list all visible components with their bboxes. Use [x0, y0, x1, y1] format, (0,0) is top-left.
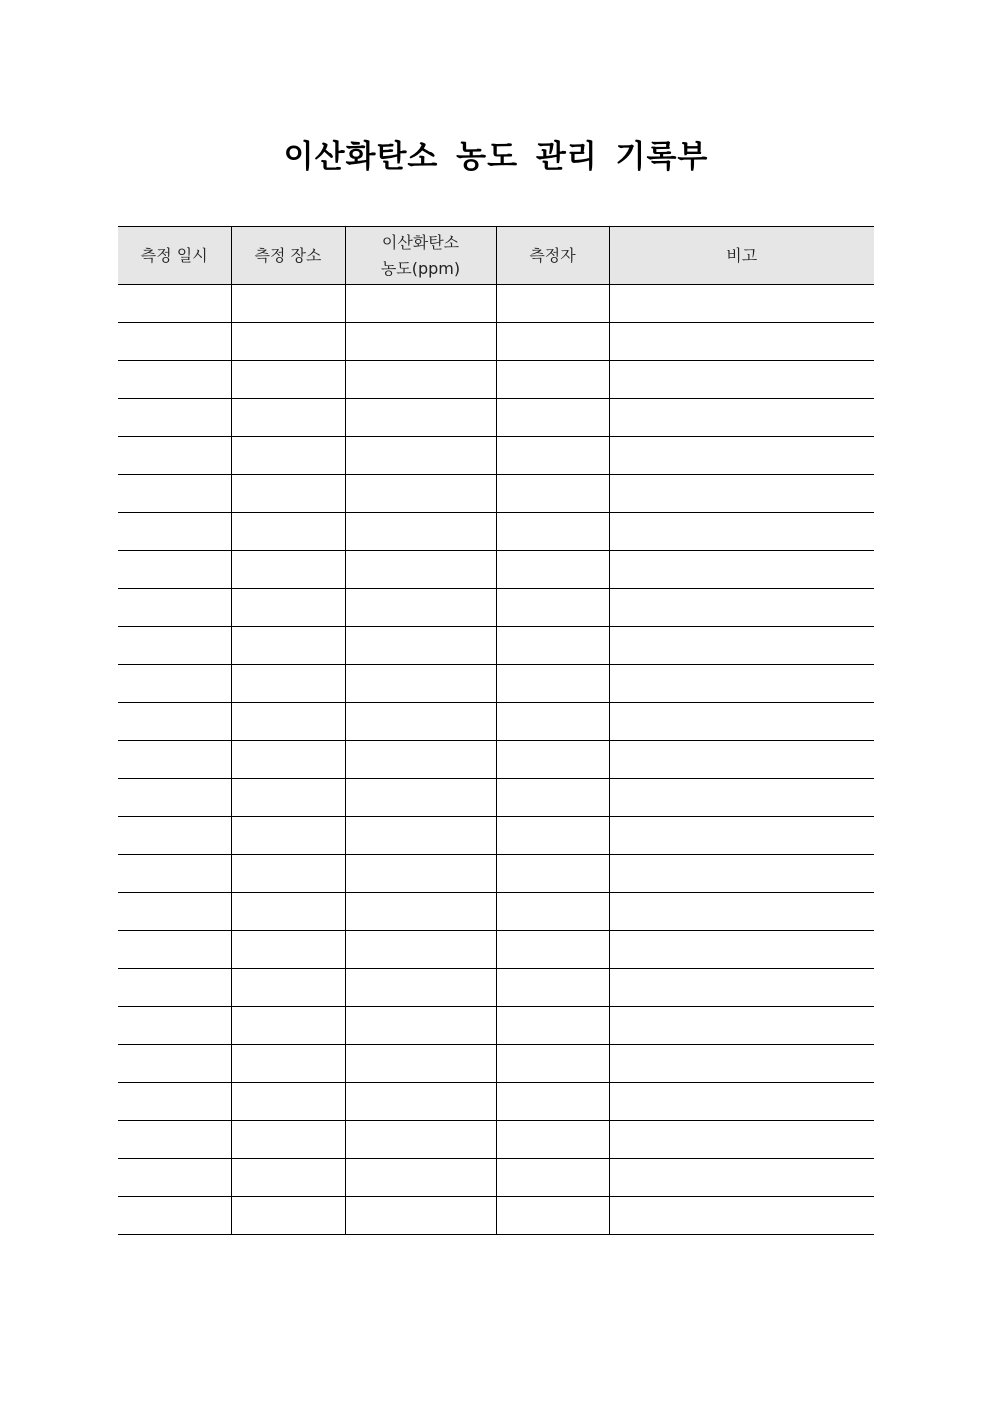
cell-datetime[interactable]	[118, 437, 231, 475]
cell-measurer[interactable]	[496, 855, 609, 893]
cell-location[interactable]	[231, 1121, 345, 1159]
cell-location[interactable]	[231, 589, 345, 627]
cell-remarks[interactable]	[609, 399, 874, 437]
cell-datetime[interactable]	[118, 817, 231, 855]
cell-location[interactable]	[231, 551, 345, 589]
table-row	[118, 665, 874, 703]
cell-remarks[interactable]	[609, 285, 874, 323]
cell-measurer[interactable]	[496, 1121, 609, 1159]
cell-location[interactable]	[231, 817, 345, 855]
cell-remarks[interactable]	[609, 627, 874, 665]
cell-datetime[interactable]	[118, 513, 231, 551]
cell-datetime[interactable]	[118, 893, 231, 931]
cell-datetime[interactable]	[118, 1083, 231, 1121]
cell-remarks[interactable]	[609, 1121, 874, 1159]
table-row	[118, 931, 874, 969]
table-row	[118, 1045, 874, 1083]
cell-remarks[interactable]	[609, 551, 874, 589]
cell-location[interactable]	[231, 931, 345, 969]
header-remarks: 비고	[609, 227, 874, 285]
cell-co2[interactable]	[345, 893, 496, 931]
table-row	[118, 969, 874, 1007]
table-row	[118, 475, 874, 513]
table-row	[118, 855, 874, 893]
cell-location[interactable]	[231, 779, 345, 817]
cell-co2[interactable]	[345, 855, 496, 893]
cell-remarks[interactable]	[609, 437, 874, 475]
cell-datetime[interactable]	[118, 1007, 231, 1045]
cell-datetime[interactable]	[118, 589, 231, 627]
cell-co2[interactable]	[345, 361, 496, 399]
cell-measurer[interactable]	[496, 1083, 609, 1121]
table-body	[118, 285, 874, 1235]
cell-location[interactable]	[231, 627, 345, 665]
cell-location[interactable]	[231, 1045, 345, 1083]
cell-co2[interactable]	[345, 1159, 496, 1197]
cell-measurer[interactable]	[496, 665, 609, 703]
cell-co2[interactable]	[345, 703, 496, 741]
cell-co2[interactable]	[345, 1007, 496, 1045]
cell-datetime[interactable]	[118, 1159, 231, 1197]
header-measure-location: 측정 장소	[231, 227, 345, 285]
table-row	[118, 589, 874, 627]
cell-co2[interactable]	[345, 285, 496, 323]
cell-location[interactable]	[231, 437, 345, 475]
cell-co2[interactable]	[345, 323, 496, 361]
cell-measurer[interactable]	[496, 1159, 609, 1197]
cell-location[interactable]	[231, 969, 345, 1007]
cell-location[interactable]	[231, 361, 345, 399]
cell-datetime[interactable]	[118, 665, 231, 703]
cell-remarks[interactable]	[609, 1045, 874, 1083]
cell-location[interactable]	[231, 1083, 345, 1121]
table-row	[118, 817, 874, 855]
cell-measurer[interactable]	[496, 589, 609, 627]
header-row	[118, 227, 874, 285]
cell-location[interactable]	[231, 285, 345, 323]
cell-measurer[interactable]	[496, 1007, 609, 1045]
table-row	[118, 361, 874, 399]
cell-datetime[interactable]	[118, 779, 231, 817]
cell-datetime[interactable]	[118, 361, 231, 399]
cell-datetime[interactable]	[118, 627, 231, 665]
cell-remarks[interactable]	[609, 1083, 874, 1121]
cell-remarks[interactable]	[609, 969, 874, 1007]
header-measurer: 측정자	[496, 227, 609, 285]
cell-location[interactable]	[231, 703, 345, 741]
cell-datetime[interactable]	[118, 741, 231, 779]
cell-remarks[interactable]	[609, 703, 874, 741]
cell-co2[interactable]	[345, 665, 496, 703]
cell-co2[interactable]	[345, 1083, 496, 1121]
cell-datetime[interactable]	[118, 551, 231, 589]
cell-datetime[interactable]	[118, 323, 231, 361]
cell-remarks[interactable]	[609, 855, 874, 893]
page-title: 이산화탄소 농도 관리 기록부	[283, 139, 709, 175]
cell-datetime[interactable]	[118, 1197, 231, 1235]
cell-measurer[interactable]	[496, 817, 609, 855]
cell-measurer[interactable]	[496, 437, 609, 475]
cell-datetime[interactable]	[118, 1121, 231, 1159]
table-row	[118, 703, 874, 741]
cell-co2[interactable]	[345, 741, 496, 779]
cell-measurer[interactable]	[496, 551, 609, 589]
cell-datetime[interactable]	[118, 285, 231, 323]
cell-co2[interactable]	[345, 399, 496, 437]
cell-remarks[interactable]	[609, 817, 874, 855]
cell-remarks[interactable]	[609, 589, 874, 627]
cell-location[interactable]	[231, 1197, 345, 1235]
cell-location[interactable]	[231, 893, 345, 931]
cell-measurer[interactable]	[496, 399, 609, 437]
cell-measurer[interactable]	[496, 741, 609, 779]
cell-location[interactable]	[231, 1007, 345, 1045]
table-row	[118, 741, 874, 779]
cell-remarks[interactable]	[609, 1197, 874, 1235]
cell-location[interactable]	[231, 665, 345, 703]
record-table	[118, 226, 874, 1235]
cell-datetime[interactable]	[118, 703, 231, 741]
table-row	[118, 1159, 874, 1197]
cell-co2[interactable]	[345, 1121, 496, 1159]
table-row	[118, 627, 874, 665]
cell-co2[interactable]	[345, 627, 496, 665]
table-row	[118, 513, 874, 551]
table-row	[118, 1083, 874, 1121]
cell-measurer[interactable]	[496, 513, 609, 551]
cell-co2[interactable]	[345, 779, 496, 817]
cell-co2[interactable]	[345, 931, 496, 969]
cell-measurer[interactable]	[496, 475, 609, 513]
table-row	[118, 1197, 874, 1235]
cell-co2[interactable]	[345, 475, 496, 513]
cell-remarks[interactable]	[609, 893, 874, 931]
cell-location[interactable]	[231, 475, 345, 513]
cell-location[interactable]	[231, 513, 345, 551]
cell-co2[interactable]	[345, 1197, 496, 1235]
cell-datetime[interactable]	[118, 475, 231, 513]
cell-remarks[interactable]	[609, 323, 874, 361]
cell-measurer[interactable]	[496, 285, 609, 323]
cell-location[interactable]	[231, 399, 345, 437]
cell-measurer[interactable]	[496, 703, 609, 741]
cell-measurer[interactable]	[496, 931, 609, 969]
cell-co2[interactable]	[345, 969, 496, 1007]
table-row	[118, 399, 874, 437]
cell-remarks[interactable]	[609, 1007, 874, 1045]
cell-remarks[interactable]	[609, 513, 874, 551]
table-row	[118, 779, 874, 817]
cell-measurer[interactable]	[496, 1197, 609, 1235]
cell-remarks[interactable]	[609, 361, 874, 399]
cell-remarks[interactable]	[609, 475, 874, 513]
header-measure-datetime: 측정 일시	[118, 227, 231, 285]
cell-measurer[interactable]	[496, 627, 609, 665]
cell-co2[interactable]	[345, 437, 496, 475]
cell-remarks[interactable]	[609, 665, 874, 703]
table-row	[118, 551, 874, 589]
cell-datetime[interactable]	[118, 969, 231, 1007]
table-row	[118, 285, 874, 323]
cell-location[interactable]	[231, 323, 345, 361]
cell-remarks[interactable]	[609, 931, 874, 969]
cell-datetime[interactable]	[118, 931, 231, 969]
cell-co2[interactable]	[345, 589, 496, 627]
cell-location[interactable]	[231, 855, 345, 893]
cell-location[interactable]	[231, 1159, 345, 1197]
cell-co2[interactable]	[345, 551, 496, 589]
cell-co2[interactable]	[345, 1045, 496, 1083]
cell-co2[interactable]	[345, 513, 496, 551]
cell-remarks[interactable]	[609, 779, 874, 817]
cell-measurer[interactable]	[496, 323, 609, 361]
cell-measurer[interactable]	[496, 1045, 609, 1083]
cell-location[interactable]	[231, 741, 345, 779]
cell-datetime[interactable]	[118, 399, 231, 437]
table-row	[118, 893, 874, 931]
cell-datetime[interactable]	[118, 1045, 231, 1083]
cell-measurer[interactable]	[496, 779, 609, 817]
cell-measurer[interactable]	[496, 969, 609, 1007]
cell-remarks[interactable]	[609, 741, 874, 779]
cell-remarks[interactable]	[609, 1159, 874, 1197]
cell-co2[interactable]	[345, 817, 496, 855]
table-row	[118, 1121, 874, 1159]
cell-measurer[interactable]	[496, 893, 609, 931]
header-co2-concentration: 이산화탄소 농도(ppm)	[345, 227, 496, 285]
table-row	[118, 437, 874, 475]
table-row	[118, 323, 874, 361]
cell-measurer[interactable]	[496, 361, 609, 399]
table-row	[118, 1007, 874, 1045]
cell-datetime[interactable]	[118, 855, 231, 893]
